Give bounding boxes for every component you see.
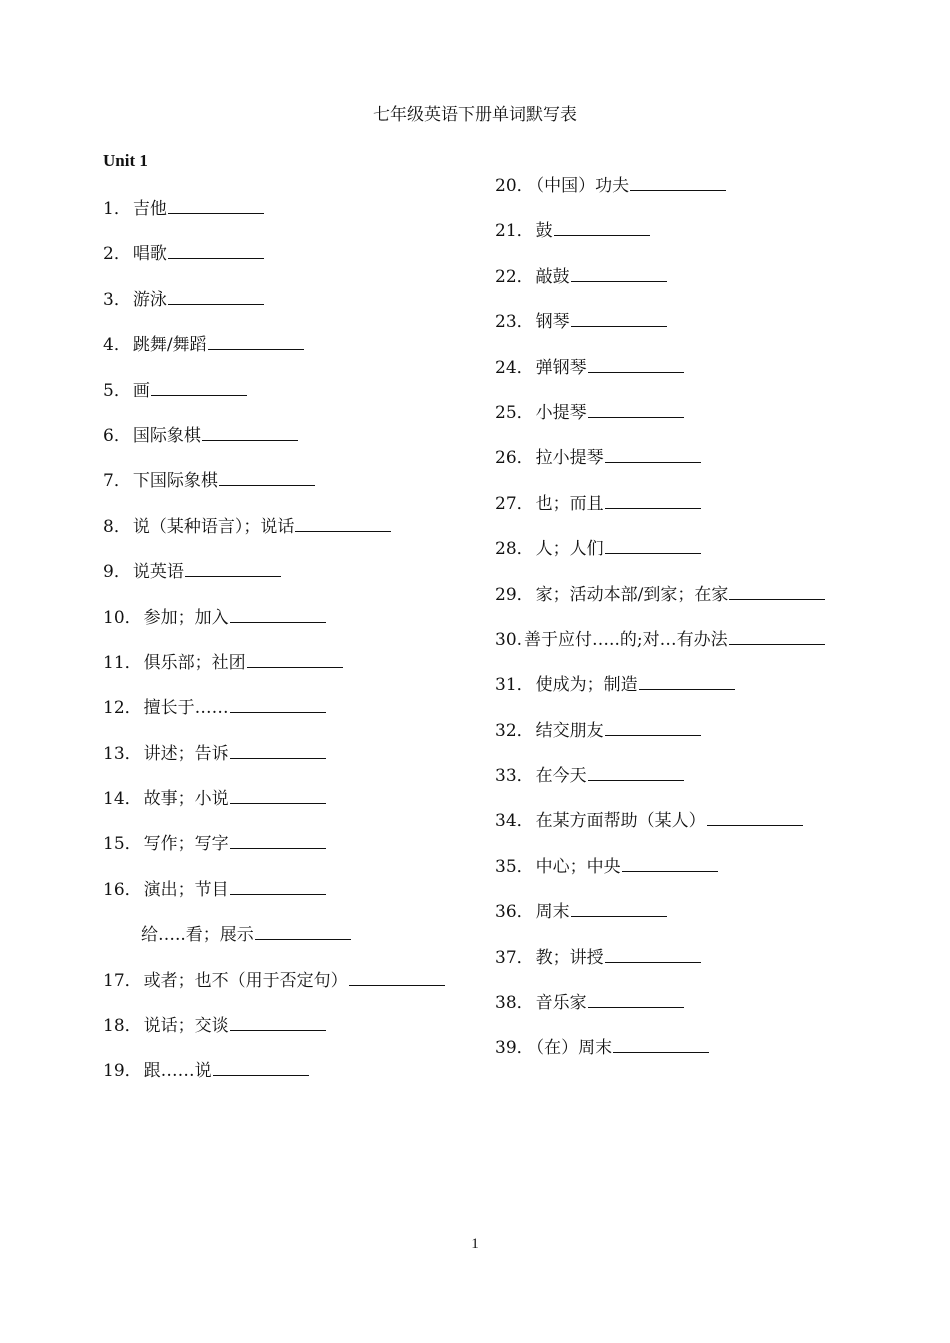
vocab-entry [103,285,445,330]
entry-prompt: 音乐家 [535,993,587,1014]
entry-number: 26． [495,448,534,469]
vocab-entry [495,307,825,352]
entry-number: 27． [495,493,534,514]
vocab-entry [103,875,445,920]
vocab-entry [103,330,445,375]
entry-number: 24． [495,357,534,378]
answer-blank[interactable] [230,784,326,804]
vocab-entry [103,920,445,965]
entry-number: 35． [495,856,534,877]
entry-number: 10． [103,607,142,628]
vocab-entry [103,693,445,738]
entry-prompt: 唱歌 [132,244,167,265]
vocab-entry [495,670,825,715]
page-number: 1 [471,1236,479,1252]
entry-prompt: 跟……说 [143,1061,212,1082]
answer-blank[interactable] [230,829,326,849]
vocab-entry [495,897,825,942]
entry-prompt: 教；讲授 [535,947,604,968]
entry-prompt: 或者；也不（用于否定句） [143,970,348,991]
entry-prompt: 结交朋友 [535,720,604,741]
entry-prompt: 人；人们 [535,539,604,560]
entry-prompt: 钢琴 [535,312,570,333]
answer-blank[interactable] [213,1056,309,1076]
vocab-entry [495,852,825,897]
entry-prompt: 故事；小说 [143,789,229,810]
answer-blank[interactable] [571,262,667,282]
right-column [495,171,825,1079]
entry-prompt: 小提琴 [535,402,587,423]
entry-number: 38． [495,993,534,1014]
entry-number: 20． [495,176,534,196]
entry-number: 36． [495,902,534,923]
answer-blank[interactable] [230,875,326,895]
entry-prompt: 说（某种语言）；说话 [132,516,295,537]
answer-blank[interactable] [605,443,701,463]
answer-blank[interactable] [571,307,667,327]
left-column [103,194,445,1102]
entry-number: 7． [103,471,131,492]
entry-prompt: 吉他 [132,199,167,219]
vocab-entry [495,1033,825,1078]
entry-prompt: 游泳 [132,289,167,310]
entry-prompt: 也；而且 [535,493,604,514]
vocab-entry [495,806,825,851]
entry-number: 9． [103,562,131,583]
answer-blank[interactable] [613,1033,709,1053]
answer-blank[interactable] [729,580,825,600]
answer-blank[interactable] [588,988,684,1008]
vocab-entry [495,761,825,806]
vocab-entry [495,262,825,307]
vocab-entry [495,216,825,261]
vocab-entry [103,603,445,648]
answer-blank[interactable] [554,216,650,236]
entry-number: 37． [495,947,534,968]
entry-number: 14． [103,789,142,810]
vocab-entry [495,171,825,216]
entry-number: 29． [495,584,534,605]
entry-prompt: 给…..看；展示 [141,925,254,946]
vocab-entry [495,943,825,988]
answer-blank[interactable] [639,670,735,690]
answer-blank[interactable] [168,194,264,214]
vocab-entry [103,421,445,466]
answer-blank[interactable] [247,648,343,668]
vocab-entry [495,443,825,488]
entry-prompt: 鼓 [535,221,553,242]
vocab-entry [495,580,825,625]
entry-prompt: 国际象棋 [132,425,201,446]
vocab-entry [495,716,825,761]
entry-number: 13． [103,743,142,764]
answer-blank[interactable] [168,239,264,259]
entry-number: 31． [495,675,534,696]
entry-number: 23． [495,312,534,333]
vocab-entry [103,829,445,874]
vocab-entry [495,353,825,398]
vocab-entry [103,376,445,421]
entry-number: 33． [495,766,534,787]
entry-prompt: 拉小提琴 [535,448,604,469]
vocab-entry [103,784,445,829]
entry-prompt: 中心；中央 [535,856,621,877]
entry-number: 39． [495,1038,534,1059]
entry-number: 5． [103,380,131,401]
entry-number: 6． [103,425,131,446]
answer-blank[interactable] [571,897,667,917]
vocab-entry [103,194,445,239]
entry-number: 19． [103,1061,142,1082]
entry-prompt: 在某方面帮助（某人） [535,811,706,832]
vocab-entry [495,489,825,534]
entry-prompt: 家；活动本部/到家；在家 [535,584,729,605]
answer-blank[interactable] [230,1011,326,1031]
answer-blank[interactable] [185,557,281,577]
page-title: 七年级英语下册单词默写表 [373,105,577,125]
unit-heading: Unit 1 [103,151,148,170]
answer-blank[interactable] [605,943,701,963]
entry-prompt: 在今天 [535,766,587,787]
vocab-entry [103,239,445,284]
entry-prompt: （在）周末 [535,1038,613,1059]
answer-blank[interactable] [295,512,391,532]
entry-prompt: 善于应付…..的;对…有办法 [524,629,728,650]
entry-number: 1． [103,199,131,219]
answer-blank[interactable] [605,489,701,509]
vocab-entry [103,1011,445,1056]
entry-prompt: 弹钢琴 [535,357,587,378]
entry-number: 12． [103,698,142,719]
entry-prompt: 参加；加入 [143,607,229,628]
entry-prompt: 跳舞/舞蹈 [132,335,207,356]
vocab-entry [103,512,445,557]
answer-blank[interactable] [208,330,304,350]
entry-number: 11． [103,652,142,673]
vocab-entry [103,739,445,784]
entry-prompt: 说英语 [132,562,184,583]
vocab-entry [103,1056,445,1101]
entry-prompt: 画 [132,380,150,401]
answer-blank[interactable] [219,466,315,486]
entry-number: 28． [495,539,534,560]
entry-prompt: 讲述；告诉 [143,743,229,764]
answer-blank[interactable] [230,739,326,759]
entry-number: 3． [103,289,131,310]
answer-blank[interactable] [630,171,726,191]
answer-blank[interactable] [588,398,684,418]
answer-blank[interactable] [588,353,684,373]
answer-blank[interactable] [202,421,298,441]
answer-blank[interactable] [707,806,803,826]
answer-blank[interactable] [168,285,264,305]
entry-prompt: 周末 [535,902,570,923]
vocab-entry [495,398,825,443]
vocab-entry [103,648,445,693]
vocab-entry [495,534,825,579]
entry-prompt: 演出；节目 [143,879,229,900]
entry-prompt: 说话；交谈 [143,1016,229,1037]
entry-number: 15． [103,834,142,855]
answer-blank[interactable] [588,761,684,781]
answer-blank[interactable] [230,693,326,713]
entry-number: 32． [495,720,534,741]
answer-blank[interactable] [230,603,326,623]
entry-prompt: （中国）功夫 [535,176,630,196]
vocab-entry [103,466,445,511]
entry-number: 18． [103,1016,142,1037]
entry-number: 16． [103,879,142,900]
entry-number: 22． [495,266,534,287]
vocab-entry [103,557,445,602]
answer-blank[interactable] [605,534,701,554]
entry-prompt: 下国际象棋 [132,471,218,492]
vocab-entry [103,966,445,1011]
answer-blank[interactable] [349,966,445,986]
answer-blank[interactable] [729,625,825,645]
vocab-entry [495,988,825,1033]
entry-prompt: 写作；写字 [143,834,229,855]
entry-number: 17． [103,970,142,991]
entry-number: 25． [495,402,534,423]
vocab-entry [495,625,825,670]
entry-prompt: 擅长于…… [143,698,229,719]
entry-number: 21． [495,221,534,242]
entry-prompt: 使成为；制造 [535,675,638,696]
answer-blank[interactable] [622,852,718,872]
entry-number: 2． [103,244,131,265]
answer-blank[interactable] [255,920,351,940]
entry-number: 4． [103,335,131,356]
answer-blank[interactable] [605,716,701,736]
entry-number: 30. [495,629,523,650]
answer-blank[interactable] [151,376,247,396]
entry-prompt: 敲鼓 [535,266,570,287]
entry-number: 34． [495,811,534,832]
entry-number: 8． [103,516,131,537]
entry-prompt: 俱乐部；社团 [143,652,246,673]
